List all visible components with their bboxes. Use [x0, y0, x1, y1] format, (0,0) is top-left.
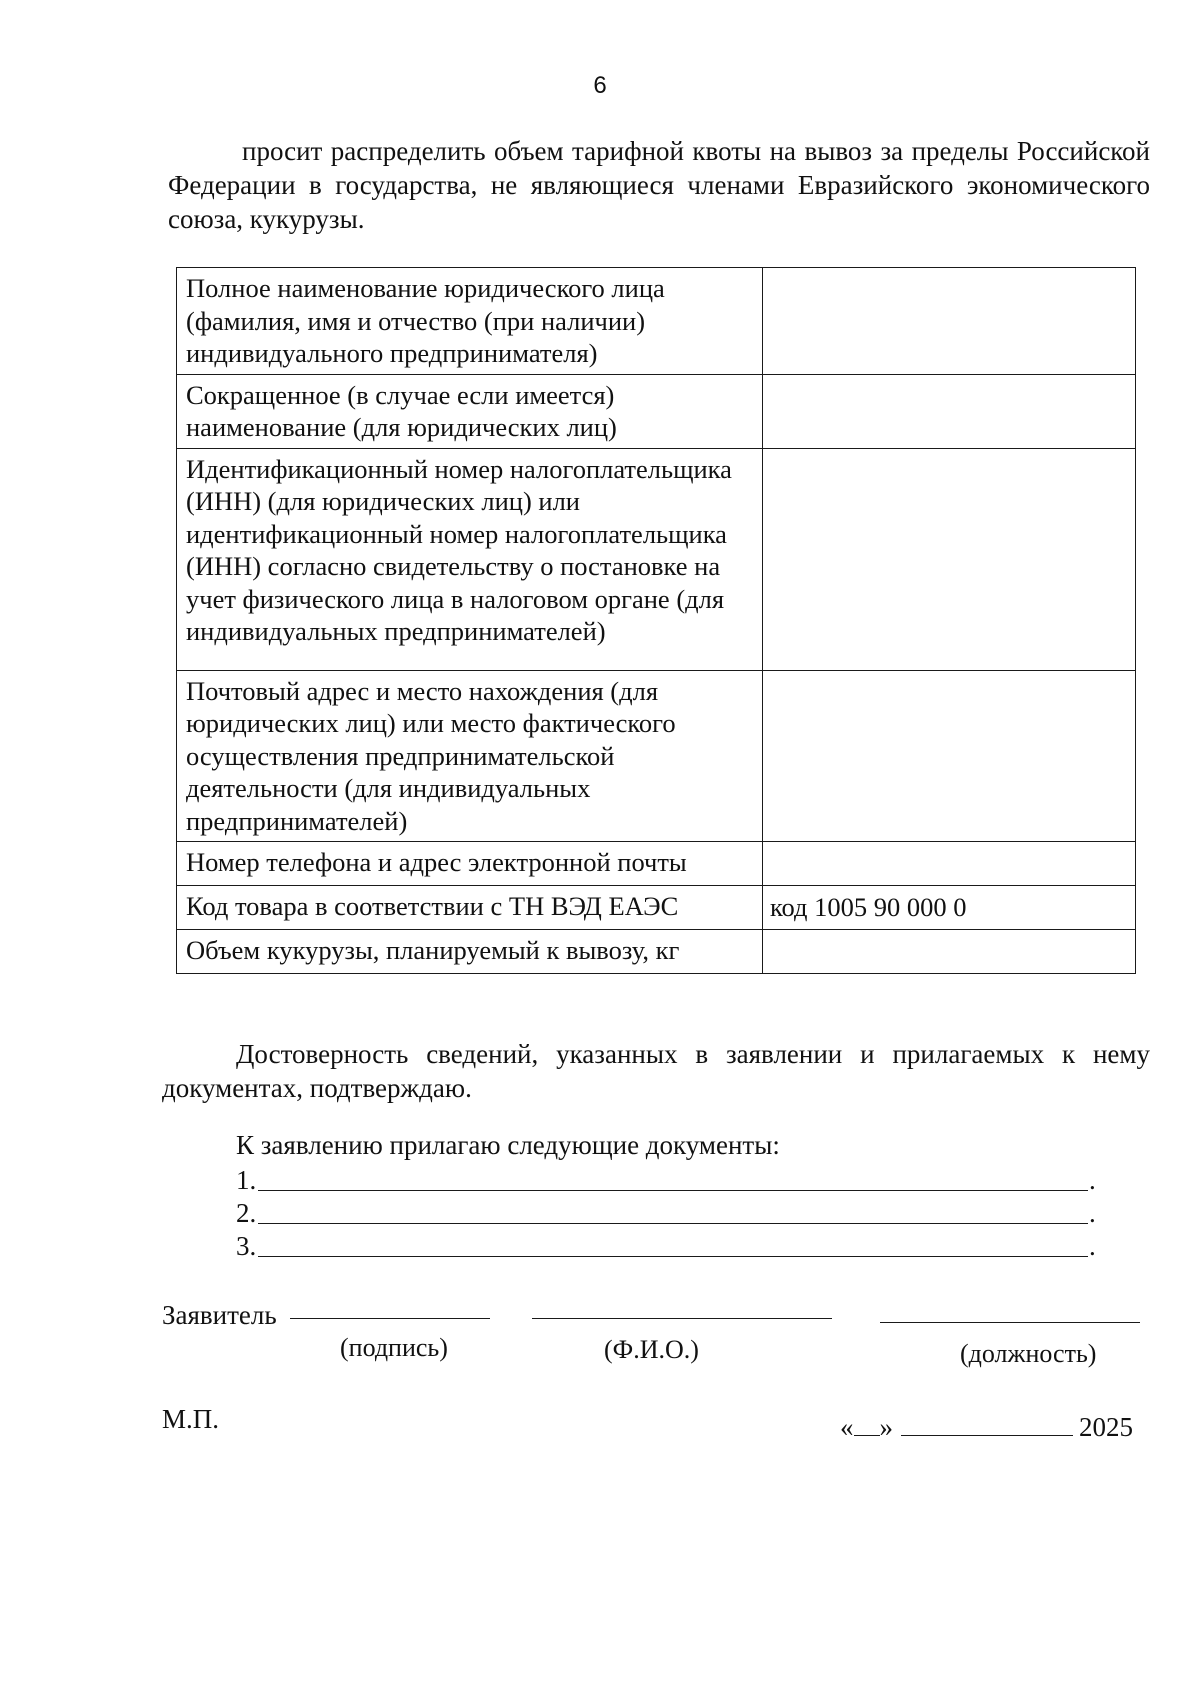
attachment-line: [236, 1230, 1096, 1262]
signature-blank[interactable]: [290, 1318, 490, 1319]
confirmation-paragraph: Достоверность сведений, указанных в заявлении и прилагаемых к нему документах, подтверждаю.: [162, 1039, 1150, 1103]
date-open-quote: «: [840, 1412, 854, 1442]
row-label-contacts: Номер телефона и адрес электронной почты: [177, 842, 763, 886]
position-caption: (должность): [960, 1339, 1097, 1368]
attachment-end: .: [1089, 1231, 1096, 1261]
row-label-hs-code: Код товара в соответствии с ТН ВЭД ЕАЭС: [177, 886, 763, 930]
stamp-label: М.П.: [162, 1404, 220, 1434]
date-close-quote: »: [879, 1412, 893, 1442]
attachment-end: .: [1089, 1198, 1096, 1228]
position-blank[interactable]: [880, 1322, 1140, 1323]
month-blank[interactable]: [901, 1411, 1073, 1436]
attachment-line: [236, 1164, 1096, 1196]
attachment-number: 2.: [236, 1198, 257, 1228]
attachment-number: 1.: [236, 1165, 257, 1195]
row-value-hs-code: код 1005 90 000 0: [763, 886, 1136, 930]
table-row: [177, 930, 1136, 974]
page-number: 6: [593, 72, 607, 99]
full-name-caption: (Ф.И.О.): [604, 1335, 699, 1364]
row-value-address[interactable]: [763, 670, 1136, 842]
table-row: [177, 670, 1136, 842]
attachment-end: .: [1089, 1165, 1096, 1195]
applicant-label: Заявитель: [162, 1300, 277, 1330]
applicant-info-table: [176, 267, 1136, 974]
full-name-blank[interactable]: [532, 1318, 832, 1319]
row-value-inn[interactable]: [763, 448, 1136, 670]
attachment-blank[interactable]: [258, 1223, 1088, 1224]
row-value-full-name[interactable]: [763, 268, 1136, 375]
day-blank[interactable]: [854, 1411, 880, 1436]
row-label-inn: Идентификационный номер налогоплательщика (ИНН) (для юридических лиц) или идентификационный номер налогоплательщика (ИНН) согласно свидетельству о постановке на учет физического лица в налоговом органе (для индивидуальных предпринимателей): [177, 448, 763, 670]
table-row: [177, 886, 1136, 930]
table-row: [177, 268, 1136, 375]
date-year: 2025: [1079, 1412, 1133, 1442]
table-row: [177, 842, 1136, 886]
table-row: [177, 374, 1136, 448]
row-label-short-name: Сокращенное (в случае если имеется) наименование (для юридических лиц): [177, 374, 763, 448]
attachment-blank[interactable]: [258, 1190, 1088, 1191]
attachment-line: [236, 1197, 1096, 1229]
attachment-blank[interactable]: [258, 1256, 1088, 1257]
attachments-heading: К заявлению прилагаю следующие документы:: [236, 1130, 780, 1160]
row-value-volume[interactable]: [763, 930, 1136, 974]
intro-paragraph: просит распределить объем тарифной квоты на вывоз за пределы Российской Федерации в государства, не являющиеся членами Евразийского экономического союза, кукурузы.: [168, 136, 1150, 234]
row-value-short-name[interactable]: [763, 374, 1136, 448]
signature-caption: (подпись): [340, 1333, 448, 1362]
row-label-full-name: Полное наименование юридического лица (фамилия, имя и отчество (при наличии) индивидуального предпринимателя): [177, 268, 763, 375]
attachment-number: 3.: [236, 1231, 257, 1261]
row-label-address: Почтовый адрес и место нахождения (для юридических лиц) или место фактического осуществления предпринимательской деятельности (для индивидуальных предпринимателей): [177, 670, 763, 842]
row-value-contacts[interactable]: [763, 842, 1136, 886]
date-line: [840, 1410, 1133, 1444]
table-row: [177, 448, 1136, 670]
row-label-volume: Объем кукурузы, планируемый к вывозу, кг: [177, 930, 763, 974]
